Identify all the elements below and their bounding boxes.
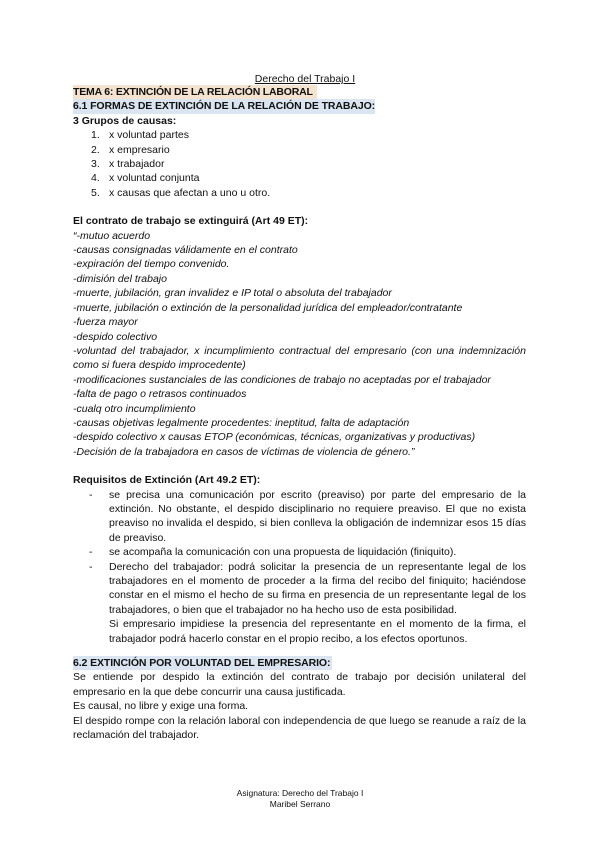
- groups-heading: 3 Grupos de causas:: [73, 114, 177, 127]
- list-item: -causas consignadas válidamente en el contrato: [73, 244, 298, 257]
- requisitos-list: [73, 488, 526, 618]
- list-item: -muerte, jubilación, gran invalidez e IP total o absoluta del trabajador: [73, 287, 392, 300]
- list-item: -expiración del tiempo convenido.: [73, 258, 230, 271]
- section1-title: 6.1 FORMAS DE EXTINCIÓN DE LA RELACIÓN DE TRABAJO:: [73, 100, 376, 113]
- requisitos-heading: Requisitos de Extinción (Art 49.2 ET):: [73, 474, 261, 487]
- art49-causes: [73, 229, 526, 460]
- art49-heading: El contrato de trabajo se extinguirá (Art 49 ET):: [73, 215, 309, 228]
- paragraph: El despido rompe con la relación laboral con independencia de que luego se reanude a raíz de la reclamación del trabajador.: [73, 714, 526, 742]
- list-item: “-mutuo acuerdo: [73, 229, 151, 242]
- list-item: 2. x empresario: [91, 143, 170, 156]
- groups-list: [73, 128, 526, 200]
- page-footer: [0, 788, 600, 810]
- list-item: -cualq otro incumplimiento: [73, 402, 196, 415]
- footer-author: Maribel Serrano: [269, 799, 331, 809]
- paragraph: Se entiende por despido la extinción del contrato de trabajo por decisión unilateral del empresario en la que debe concurrir una causa justificada.: [73, 671, 526, 698]
- list-item: -causas objetivas legalmente procedentes: ineptitud, falta de adaptación: [73, 416, 410, 429]
- paragraph: Es causal, no libre y exige una forma.: [73, 700, 249, 713]
- requisitos-note: Si empresario impidiese la presencia del representante en el momento de la firma, el trabajador podrá hacerlo constar en el propio recibo, a los efectos oportunos.: [109, 618, 526, 645]
- list-item: -voluntad del trabajador, x incumplimiento contractual del empresario (con una indemnización como si fuera despido improcedente): [73, 344, 526, 372]
- list-item: 1. x voluntad partes: [91, 129, 189, 142]
- document-body: [73, 85, 526, 742]
- topic-title: TEMA 6: EXTINCIÓN DE LA RELACIÓN LABORAL: [73, 85, 317, 99]
- list-item: -despido colectivo x causas ETOP (económicas, técnicas, organizativas y productivas): [73, 431, 476, 444]
- list-item: - se precisa una comunicación por escrito (preaviso) por parte del empresario de la extinción. No obstante, el despido disciplinario no requiere preaviso. El que no exista preaviso no invalida el despido, si bien conlleva la obligación de indemnizar esos 15 días de preaviso.: [89, 488, 526, 544]
- list-item: - Derecho del trabajador: podrá solicitar la presencia de un representante legal de los trabajadores en el momento de proceder a la firma del recibo del finiquito; haciéndose constar en el mismo el hecho de su firma en presencia de un representante legal de los trabajadores, o bien que el trabajador no ha hecho uso de esta posibilidad.: [89, 560, 526, 616]
- list-item: -muerte, jubilación o extinción de la personalidad jurídica del empleador/contratante: [73, 301, 463, 314]
- list-item: -dimisión del trabajo: [73, 272, 167, 285]
- list-item: -modificaciones sustanciales de las condiciones de trabajo no aceptadas por el trabajador: [73, 373, 491, 386]
- list-item: -fuerza mayor: [73, 316, 138, 329]
- list-item: -falta de pago o retrasos continuados: [73, 388, 247, 401]
- list-item: 3. x trabajador: [91, 158, 165, 171]
- footer-subject: Asignatura: Derecho del Trabajo I: [236, 788, 364, 798]
- list-item: - se acompaña la comunicación con una propuesta de liquidación (finiquito).: [89, 546, 457, 559]
- list-item: 4. x voluntad conjunta: [91, 172, 200, 185]
- page-header: Derecho del Trabajo I: [254, 73, 356, 85]
- list-item: 5. x causas que afectan a uno u otro.: [91, 186, 271, 199]
- list-item: -Decisión de la trabajadora en casos de víctimas de violencia de género.”: [73, 445, 415, 458]
- section2-title: 6.2 EXTINCIÓN POR VOLUNTAD DEL EMPRESARIO:: [73, 657, 331, 670]
- list-item: -despido colectivo: [73, 330, 158, 343]
